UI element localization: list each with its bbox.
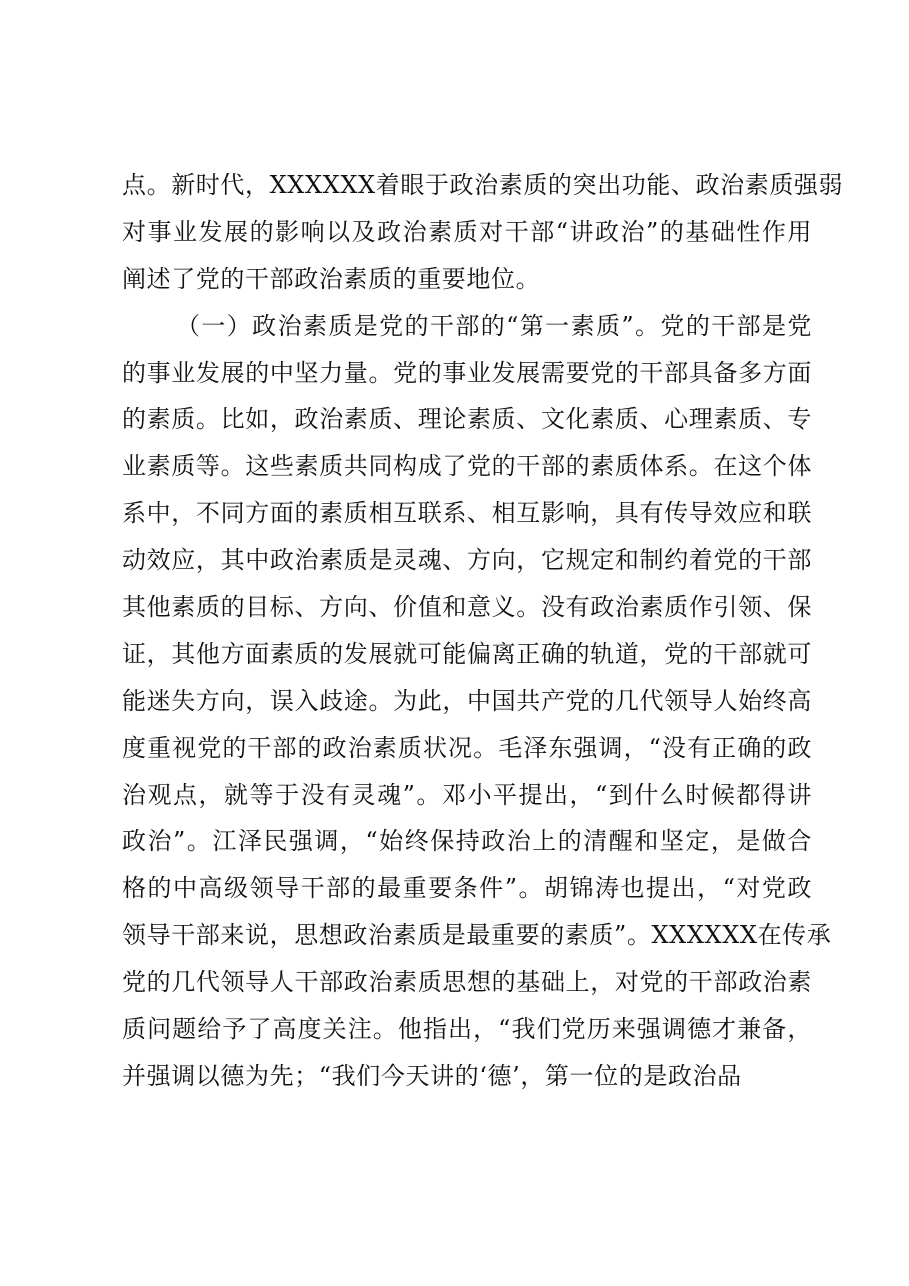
text-line: 对事业发展的影响以及政治素质对干部“讲政治”的基础性作用 [122, 217, 812, 246]
text-line: 系中，不同方面的素质相互联系、相互影响，具有传导效应和联 [122, 499, 812, 528]
text-line: 能迷失方向，误入歧途。为此，中国共产党的几代领导人始终高 [122, 686, 812, 715]
text-line: 的事业发展的中坚力量。党的事业发展需要党的干部具备多方面 [122, 358, 812, 387]
text-line: 党的几代领导人干部政治素质思想的基础上，对党的干部政治素 [122, 968, 812, 997]
text-line: 证，其他方面素质的发展就可能偏离正确的轨道，党的干部就可 [122, 639, 812, 668]
document-body [122, 162, 844, 1100]
text-line: 并强调以德为先；“我们今天讲的‘德’，第一位的是政治品 [122, 1061, 742, 1090]
text-line: 动效应，其中政治素质是灵魂、方向，它规定和制约着党的干部 [122, 546, 812, 575]
paragraph-2 [122, 303, 832, 1100]
text-line: 质问题给予了高度关注。他指出，“我们党历来强调德才兼备， [122, 1015, 812, 1044]
text-line: （一）政治素质是党的干部的“第一素质”。党的干部是党 [176, 311, 812, 340]
text-line: 阐述了党的干部政治素质的重要地位。 [122, 264, 541, 293]
text-line: 治观点，就等于没有灵魂”。邓小平提出，“到什么时候都得讲 [122, 780, 812, 809]
text-line: 领导干部来说，思想政治素质是最重要的素质”。XXXXXX在传承 [122, 921, 832, 950]
paragraph-1 [122, 162, 844, 303]
text-line: 业素质等。这些素质共同构成了党的干部的素质体系。在这个体 [122, 452, 812, 481]
text-line: 其他素质的目标、方向、价值和意义。没有政治素质作引领、保 [122, 593, 812, 622]
text-line: 格的中高级领导干部的最重要条件”。胡锦涛也提出，“对党政 [122, 874, 812, 903]
text-line: 度重视党的干部的政治素质状况。毛泽东强调，“没有正确的政 [122, 733, 812, 762]
text-line: 的素质。比如，政治素质、理论素质、文化素质、心理素质、专 [122, 405, 812, 434]
text-line: 政治”。江泽民强调，“始终保持政治上的清醒和坚定，是做合 [122, 827, 812, 856]
text-line: 点。新时代，XXXXXX着眼于政治素质的突出功能、政治素质强弱 [122, 171, 844, 199]
